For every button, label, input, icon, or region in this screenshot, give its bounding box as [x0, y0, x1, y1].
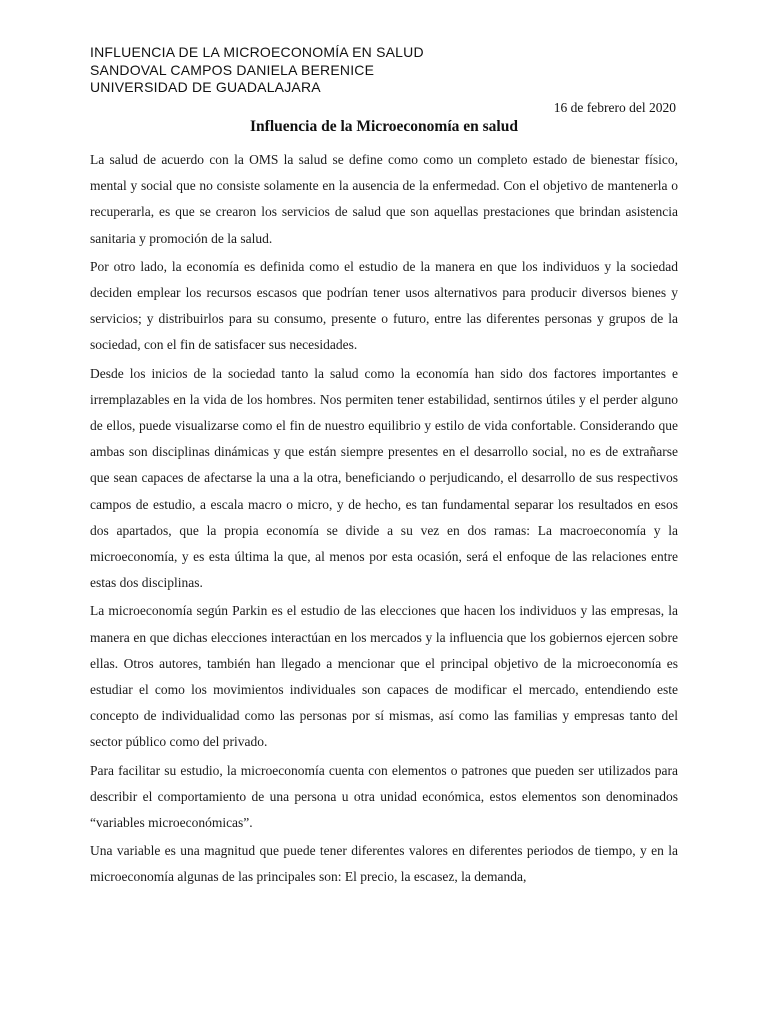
paragraph-microeconomia: La microeconomía según Parkin es el estudio de las elecciones que hacen los individuos y las empresas, la manera en que dichas elecciones interactúan en los mercados y la influencia que los gobiernos ejercen sobre ellas. Otros autores, también han llegado a mencionar que el principal objetivo de la microeconomía es estudiar el como los movimientos individuales son capaces de modificar el mercado, entendiendo este concepto de individualidad como las personas por sí mismas, así como las familias y empresas tanto del sector público como del privado.	[90, 603, 678, 750]
header-university: UNIVERSIDAD DE GUADALAJARA	[90, 79, 321, 95]
document-title: Influencia de la Microeconomía en salud	[250, 118, 518, 135]
document-header	[90, 44, 424, 97]
paragraph-variables: Para facilitar su estudio, la microeconomía cuenta con elementos o patrones que pueden ser utilizados para describir el comportamiento de una persona u otra unidad económica, estos elementos son denominados “variables microeconómicas”.	[90, 762, 678, 831]
header-author: SANDOVAL CAMPOS DANIELA BERENICE	[90, 61, 375, 78]
header-topic: INFLUENCIA DE LA MICROECONOMÍA EN SALUD	[90, 44, 424, 60]
document-body	[90, 147, 678, 893]
paragraph-variable-definicion: Una variable es una magnitud que puede tener diferentes valores en diferentes periodos de tiempo, y en la microeconomía algunas de las principales son: El precio, la escasez, la demanda,	[90, 843, 678, 885]
paragraph-relacion: Desde los inicios de la sociedad tanto la salud como la economía han sido dos factores importantes e irremplazables en la vida de los hombres. Nos permiten tener estabilidad, sentirnos útiles y el perder alguno de ellos, puede visualizarse como el fin de nuestro equilibrio y estilo de vida confortable. Considerando que ambas son disciplinas dinámicas y que están siempre presentes en el desarrollo social, no es de extrañarse que sean capaces de afectarse la una a la otra, beneficiando o perjudicando, el desarrollo de sus respectivos campos de estudio, a escala macro o micro, y de hecho, es tan fundamental separar los resultados en esos dos apartados, que la propia economía se divide a su vez en dos ramas: La macroeconomía y la microeconomía, y es esta última la que, al menos por esta ocasión, será el enfoque de las relaciones entre estas dos disciplinas.	[90, 365, 678, 591]
paragraph-economia: Por otro lado, la economía es definida como el estudio de la manera en que los individuos y la sociedad deciden emplear los recursos escasos que podrían tener usos alternativos para producir diversos bienes y servicios; y distribuirlos para su consumo, presente o futuro, entre las diferentes personas y grupos de la sociedad, con el fin de satisfacer sus necesidades.	[90, 258, 678, 353]
document-date: 16 de febrero del 2020	[553, 100, 676, 115]
paragraph-salud: La salud de acuerdo con la OMS la salud se define como como un completo estado de bienestar físico, mental y social que no consiste solamente en la ausencia de la enfermedad. Con el objetivo de mantenerla o recuperarla, es que se crearon los servicios de salud que son aquellas prestaciones que brindan asistencia sanitaria y promoción de la salud.	[90, 152, 678, 246]
